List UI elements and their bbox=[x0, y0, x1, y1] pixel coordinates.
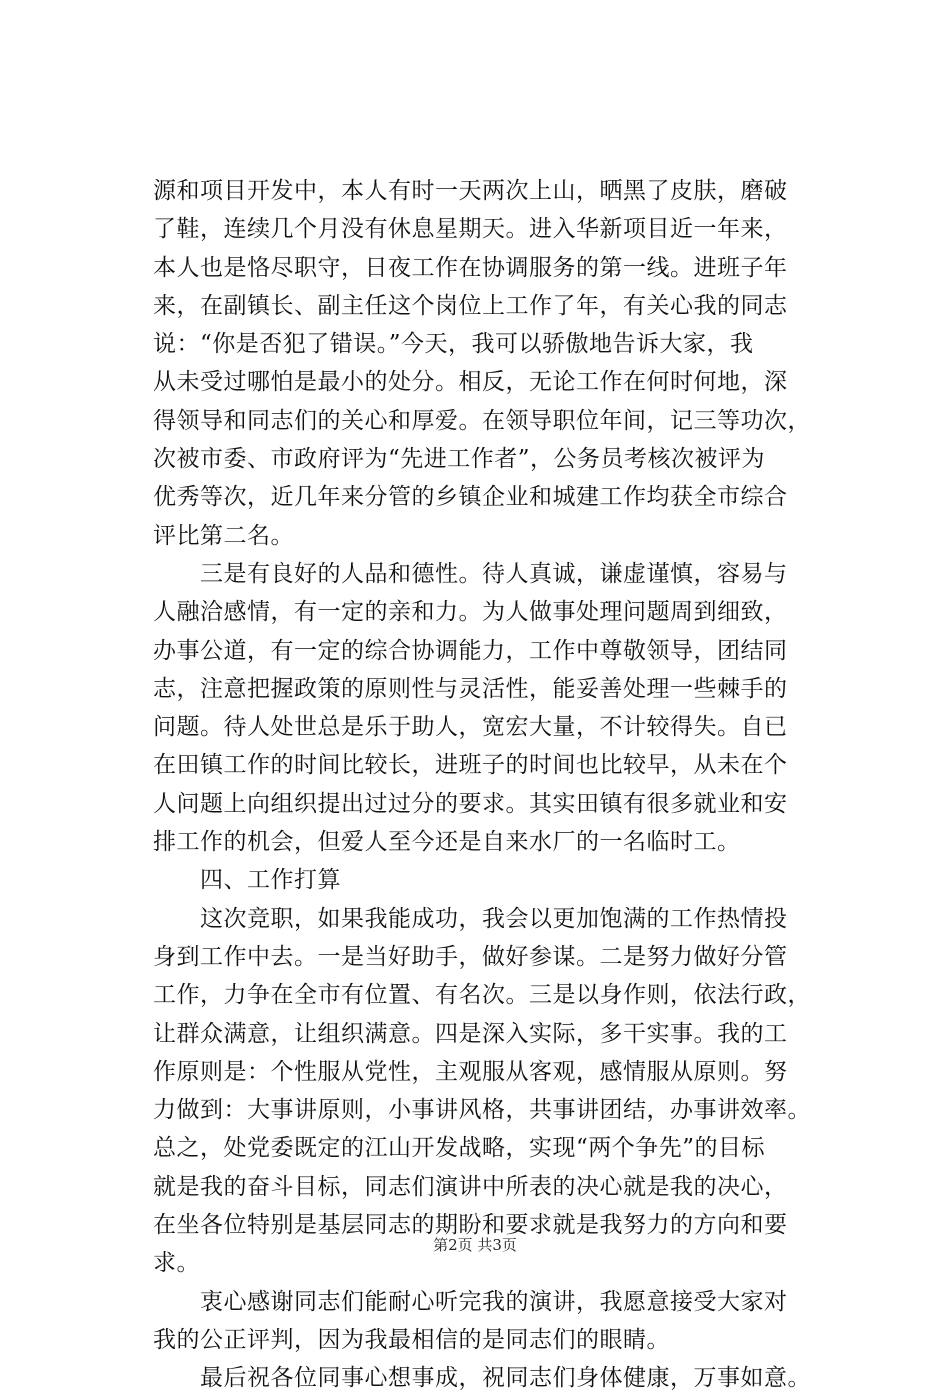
text-line: 在坐各位特别是基层同志的期盼和要求就是我努力的方向和要 bbox=[153, 1212, 788, 1239]
text-line: 人问题上向组织提出过过分的要求。其实田镇有很多就业和安 bbox=[153, 790, 788, 817]
text-line: 办事公道，有一定的综合协调能力，工作中尊敬领导，团结同 bbox=[153, 637, 788, 664]
text-line: 了鞋，连续几个月没有休息星期天。进入华新项目近一年来， bbox=[153, 216, 788, 243]
text-line: 身到工作中去。一是当好助手，做好参谋。二是努力做好分管 bbox=[153, 943, 788, 970]
text-line: 从未受过哪怕是最小的处分。相反，无论工作在何时何地，深 bbox=[153, 369, 788, 396]
text-line: 在田镇工作的时间比较长，进班子的时间也比较早，从未在个 bbox=[153, 752, 788, 779]
text-line: 力做到：大事讲原则，小事讲风格，共事讲团结，办事讲效率。 bbox=[153, 1097, 811, 1124]
text-line: 三是有良好的人品和德性。待人真诚，谦虚谨慎，容易与 bbox=[153, 560, 788, 587]
text-line: 排工作的机会，但爱人至今还是自来水厂的一名临时工。 bbox=[153, 829, 741, 856]
text-line: 问题。待人处世总是乐于助人，宽宏大量，不计较得失。自已 bbox=[153, 714, 788, 741]
text-line: 得领导和同志们的关心和厚爱。在领导职位年间，记三等功次， bbox=[153, 407, 811, 434]
text-line: 来，在副镇长、副主任这个岗位上工作了年，有关心我的同志 bbox=[153, 292, 788, 319]
text-line: 源和项目开发中，本人有时一天两次上山，晒黑了皮肤，磨破 bbox=[153, 178, 788, 204]
text-line: 最后祝各位同事心想事成，祝同志们身体健康，万事如意。 bbox=[153, 1365, 811, 1392]
text-line: 本人也是恪尽职守，日夜工作在协调服务的第一线。进班子年 bbox=[153, 254, 788, 281]
text-line: 这次竞职，如果我能成功，我会以更加饱满的工作热情投 bbox=[153, 905, 788, 932]
text-line: 说：“你是否犯了错误。”今天，我可以骄傲地告诉大家，我 bbox=[153, 331, 754, 358]
text-line: 就是我的奋斗目标，同志们演讲中所表的决心就是我的决心， bbox=[153, 1173, 788, 1200]
text-line: 让群众满意，让组织满意。四是深入实际，多干实事。我的工 bbox=[153, 1020, 788, 1047]
section-heading: 四、工作打算 bbox=[153, 867, 341, 894]
text-line: 作原则是：个性服从党性，主观服从客观，感情服从原则。努 bbox=[153, 1058, 788, 1085]
text-line: 次被市委、市政府评为“先进工作者”，公务员考核次被评为 bbox=[153, 446, 766, 473]
text-line: 衷心感谢同志们能耐心听完我的演讲，我愿意接受大家对 bbox=[153, 1288, 788, 1315]
text-line: 优秀等次，近几年来分管的乡镇企业和城建工作均获全市综合 bbox=[153, 484, 788, 511]
text-line: 求。 bbox=[153, 1250, 200, 1277]
text-line: 志，注意把握政策的原则性与灵活性，能妥善处理一些棘手的 bbox=[153, 675, 788, 702]
text-line: 人融洽感情，有一定的亲和力。为人做事处理问题周到细致， bbox=[153, 599, 788, 626]
page-number-footer: 第2页 共3页 bbox=[433, 1236, 517, 1254]
text-line: 总之，处党委既定的江山开发战略，实现“两个争先”的目标 bbox=[153, 1135, 766, 1162]
text-line: 我的公正评判，因为我最相信的是同志们的眼睛。 bbox=[153, 1326, 670, 1353]
text-line: 评比第二名。 bbox=[153, 522, 294, 549]
text-line: 工作，力争在全市有位置、有名次。三是以身作则，依法行政， bbox=[153, 982, 811, 1009]
document-body bbox=[153, 172, 853, 1398]
